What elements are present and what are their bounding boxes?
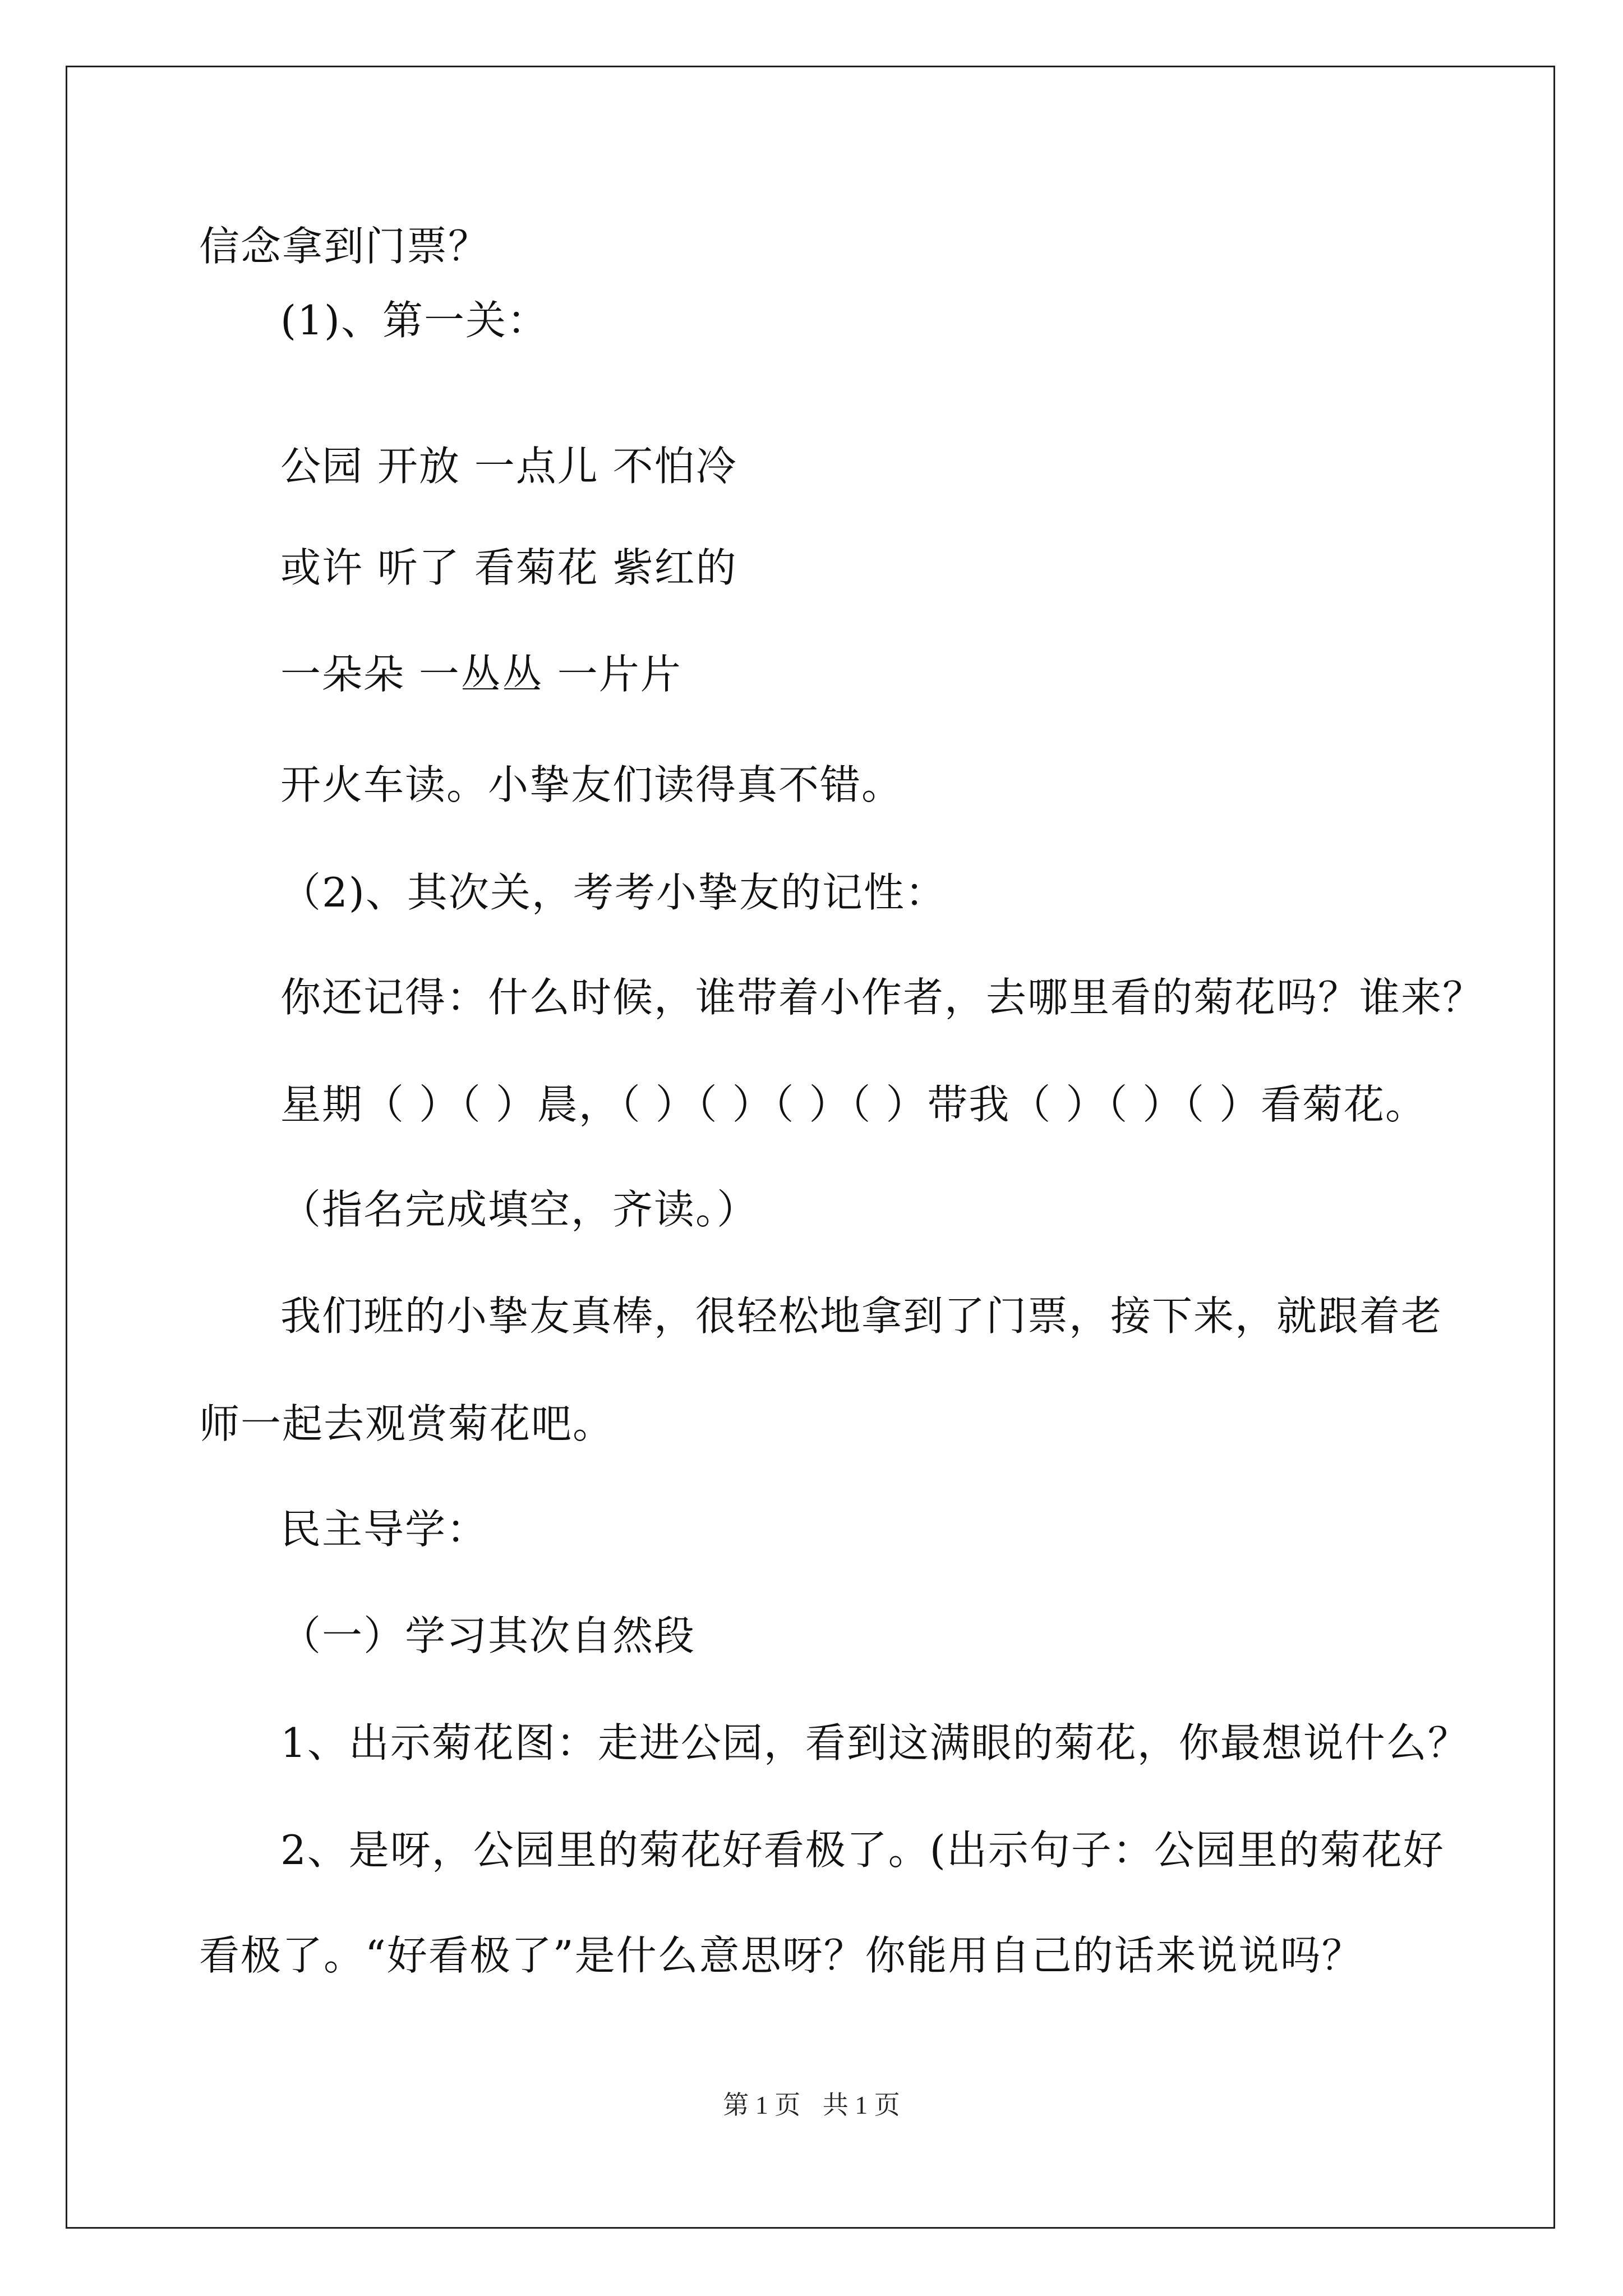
text-line-6: 开火车读。小挚友们读得真不错。 [280,761,903,808]
text-line-11: 我们班的小挚友真棒，很轻松地拿到了门票，接下来，就跟着老 [280,1292,1443,1340]
text-line-14: （一）学习其次自然段 [280,1612,696,1659]
text-line-9: 星期（ ）（ ）晨，（ ）（ ）（ ）（ ）带我（ ）（ ）（ ）看菊花。 [280,1081,1427,1128]
text-line-12: 师一起去观赏菊花吧。 [199,1400,615,1447]
text-line-4: 或许 听了 看菊花 紫红的 [280,544,737,591]
text-line-7: （2)、其次关，考考小挚友的记性： [280,869,947,916]
text-line-1: 信念拿到门票？ [199,223,490,270]
text-line-16: 2、是呀，公园里的菊花好看极了。(出示句子：公园里的菊花好 [280,1826,1445,1874]
page-number-total: 共 1 页 [822,2091,900,2119]
text-line-2: (1)、第一关： [280,297,548,344]
text-line-17: 看极了。“好看极了”是什么意思呀？你能用自己的话来说说吗？ [199,1932,1363,1979]
page-footer [0,2085,1623,2122]
text-line-13: 民主导学： [280,1506,488,1553]
page-border [66,66,1555,2229]
text-line-5: 一朵朵 一丛丛 一片片 [280,651,682,698]
text-line-3: 公园 开放 一点儿 不怕冷 [280,443,737,490]
text-line-15: 1、出示菊花图：走进公园，看到这满眼的菊花，你最想说什么？ [280,1719,1469,1766]
text-line-10: （指名完成填空，齐读。） [280,1186,759,1233]
text-line-8: 你还记得：什么时候，谁带着小作者，去哪里看的菊花吗？谁来？ [280,974,1484,1021]
page-number-current: 第 1 页 [723,2091,801,2119]
